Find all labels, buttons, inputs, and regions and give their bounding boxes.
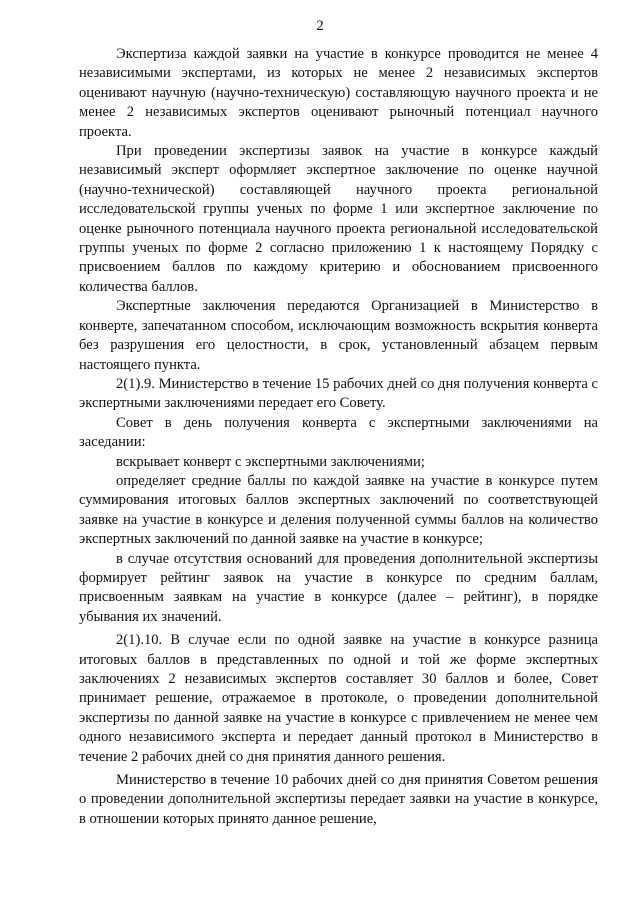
paragraph: в случае отсутствия оснований для проведения дополнительной экспертизы формирует рейтинг заявок на участие в конкурсе по средним баллам, присвоенным заявкам на участие в конкурсе (далее – рейтинг), в порядке убывания их значений. <box>79 550 598 625</box>
paragraph: 2(1).9. Министерство в течение 15 рабочих дней со дня получения конверта с экспертными заключениями передает его Совету. <box>79 375 598 412</box>
page-number: 2 <box>316 18 324 34</box>
paragraph: 2(1).10. В случае если по одной заявке на участие в конкурсе разница итоговых баллов в представленных по одной и той же форме экспертных заключениях 2 независимых экспертов составляет 30 баллов и более, Совет принимает решение, отражаемое в протоколе, о проведении дополнительной экспертизы по данной заявке на участие в конкурсе с привлечением не менее чем одного независимого эксперта и передает данный протокол в Министерство в течение 2 рабочих дней со дня принятия данного решения. <box>79 632 598 765</box>
paragraph: При проведении экспертизы заявок на участие в конкурсе каждый независимый эксперт оформляет экспертное заключение по оценке научной (научно-технической) составляющей научного проекта региональной исследовательской группы ученых по форме 1 или экспертное заключение по оценке рыночного потенциала научного проекта региональной исследовательской группы ученых по форме 2 согласно приложению 1 к настоящему Порядку с присвоением баллов по каждому критерию и обоснованием присвоенного количества баллов. <box>79 143 598 295</box>
paragraph: Экспертные заключения передаются Организацией в Министерство в конверте, запечатанном способом, исключающим возможность вскрытия конверта без разрушения его целостности, в срок, установленный абзацем первым настоящего пункта. <box>79 298 598 373</box>
paragraph: вскрывает конверт с экспертными заключениями; <box>116 453 425 470</box>
paragraph: определяет средние баллы по каждой заявке на участие в конкурсе путем суммирования итоговых баллов экспертных заключений по соответствующей заявке на участие в конкурсе и деления полученной суммы баллов на количество экспертных заключений по данной заявке на участие в конкурсе; <box>79 472 598 548</box>
paragraph: Экспертиза каждой заявки на участие в конкурсе проводится не менее 4 независимыми экспертами, из которых не менее 2 независимых экспертов оценивают научную (научно-техническую) составляющую научного проекта и не менее 2 независимых экспертов оценивают рыночный потенциал научного проекта. <box>79 46 598 140</box>
document-body <box>79 45 598 829</box>
paragraph: Министерство в течение 10 рабочих дней со дня принятия Советом решения о проведении дополнительной экспертизы передает заявки на участие в конкурсе, в отношении которых принято данное решение, <box>79 772 598 827</box>
paragraph: Совет в день получения конверта с экспертными заключениями на заседании: <box>79 414 598 451</box>
